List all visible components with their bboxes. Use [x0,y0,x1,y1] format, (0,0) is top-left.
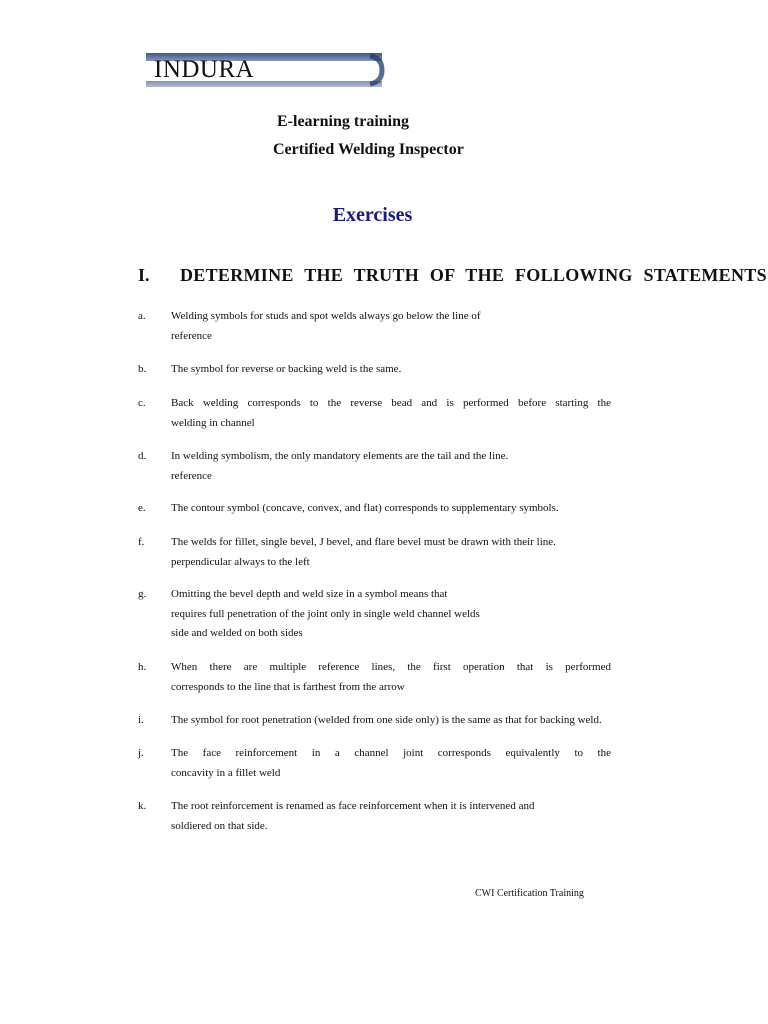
page-title: Exercises [332,204,413,226]
statement-letter: f. [138,536,145,548]
statement-line: perpendicular always to the left [171,555,310,568]
statement-letter: b. [138,363,147,375]
statement-text [171,447,611,486]
statement-text [171,797,611,836]
statement-letter: i. [138,714,144,726]
statement-letter: a. [138,310,146,322]
statement-text [171,394,611,433]
statement-line: The root reinforcement is renamed as face reinforcement when it is intervened and [171,800,535,812]
statement-line: requires full penetration of the joint only in single weld channel welds [171,607,480,620]
section-heading [138,265,768,286]
statement-line: The welds for fillet, single bevel, J bevel, and flare bevel must be drawn with their line. [171,536,556,548]
statement-line: The symbol for reverse or backing weld is the same. [171,363,402,375]
statement-line: The face reinforcement in a channel joint corresponds equivalently to the [171,747,611,759]
statement-line: Welding symbols for studs and spot welds always go below the line of [171,310,481,322]
statement-line: The symbol for root penetration (welded from one side only) is the same as that for backing weld. [171,714,602,726]
statement-text [171,360,611,380]
statement-line: When there are multiple reference lines, the first operation that is performed [171,661,611,673]
statement-text [171,711,611,731]
statement-letter: k. [138,800,147,812]
statement-letter: j. [138,747,144,759]
statement-line: corresponds to the line that is farthest from the arrow [171,680,405,693]
statement-text [171,307,611,346]
course-subtitle: Certified Welding Inspector [273,141,464,158]
statement-text [171,744,611,783]
statement-line: In welding symbolism, the only mandatory elements are the tail and the line. [171,450,509,462]
logo-text: INDURA [154,56,255,83]
statement-text [171,533,611,572]
statement-line: soldiered on that side. [171,819,268,832]
indura-logo [146,50,388,90]
statement-line: reference [171,469,212,482]
statement-line: The contour symbol (concave, convex, and flat) corresponds to supplementary symbols. [171,502,559,514]
statement-line: Back welding corresponds to the reverse bead and is performed before starting the [171,397,611,409]
section-heading-text: DETERMINE THE TRUTH OF THE FOLLOWING STATEMENTS [180,265,767,285]
statement-text [171,499,611,519]
statement-line: side and welded on both sides [171,627,303,639]
statement-text [171,585,611,644]
statement-letter: g. [138,588,147,600]
statement-letter: c. [138,397,146,409]
statement-line: Omitting the bevel depth and weld size in a symbol means that [171,588,448,600]
page-footer: CWI Certification Training [475,888,584,899]
section-number: I. [138,265,150,285]
course-title: E-learning training [277,113,410,130]
statement-line: concavity in a fillet weld [171,766,281,779]
statement-letter: d. [138,450,147,462]
statement-text [171,658,611,697]
statement-letter: h. [138,661,147,673]
statement-letter: e. [138,502,146,514]
statement-line: welding in channel [171,416,255,429]
statement-line: reference [171,329,212,342]
